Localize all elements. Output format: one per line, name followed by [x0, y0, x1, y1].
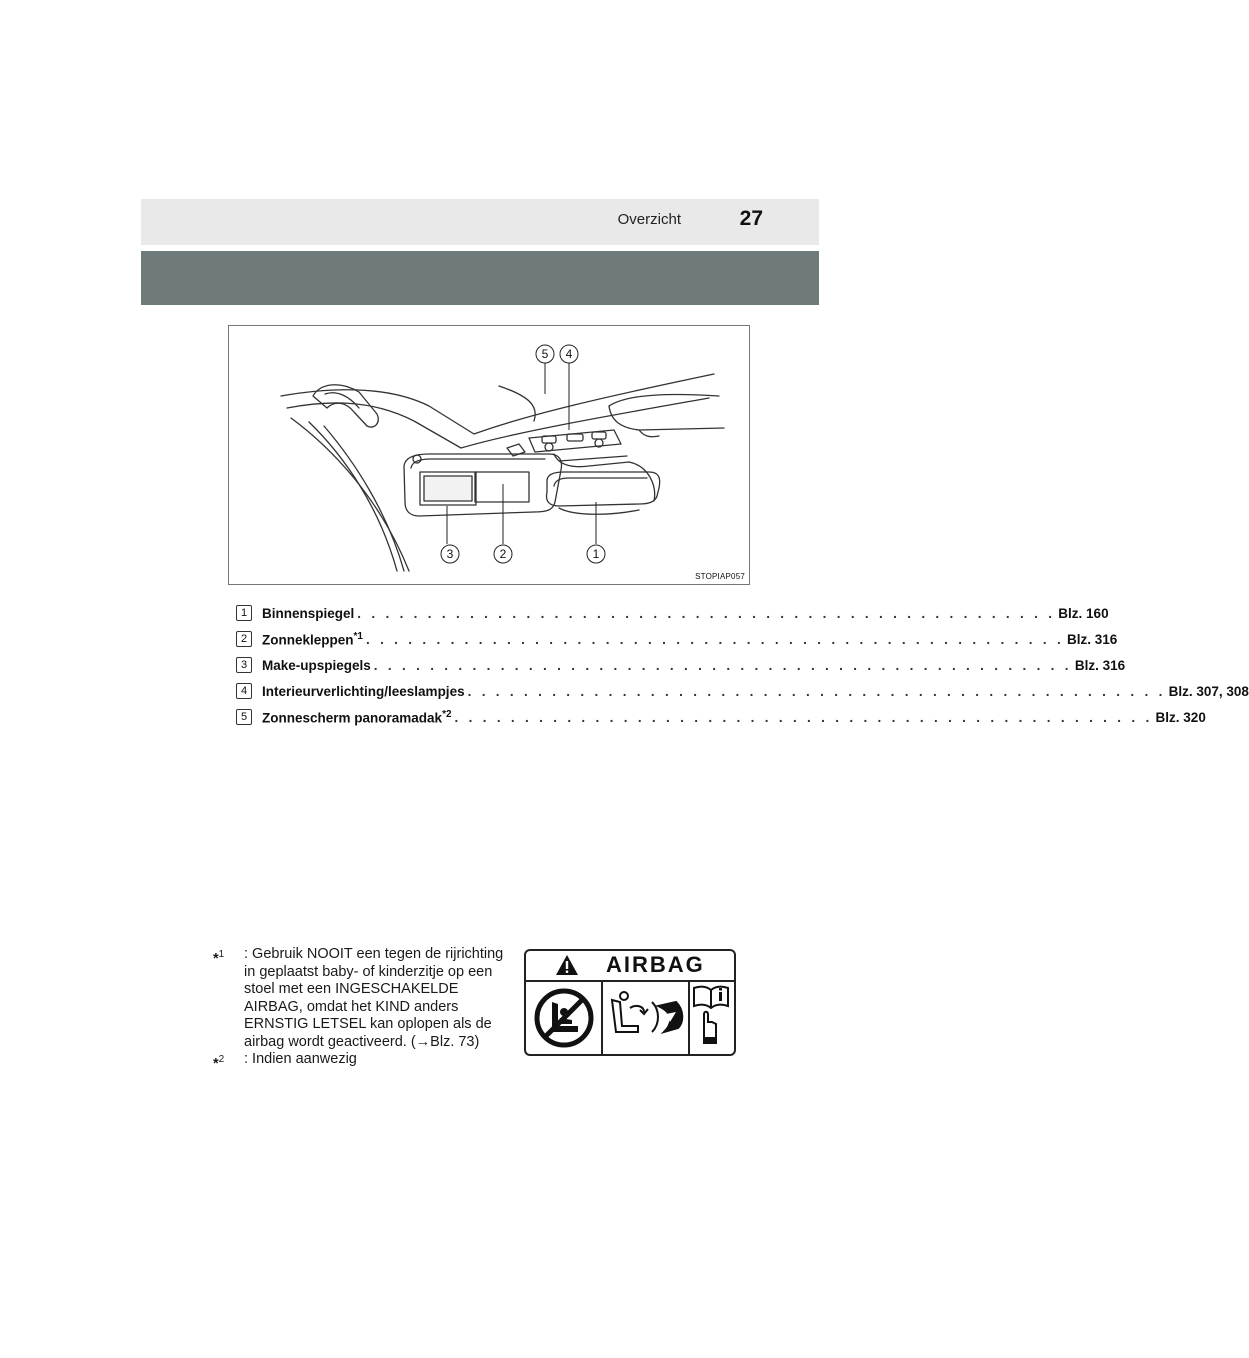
interior-roof-illustration: [228, 325, 750, 585]
footnote-2: [213, 1051, 513, 1072]
warning-triangle-icon: [555, 954, 579, 976]
item-number: 1: [236, 605, 252, 621]
list-item: [236, 678, 1249, 704]
footnote-star: *: [213, 1055, 219, 1072]
page-number: 27: [739, 207, 763, 230]
dot-leader: . . . . . . . . . . . . . . . . . . . . . . . . . . . . . . . . . . . . . . . . . . . . . . . . . .: [454, 709, 1153, 725]
roof-drawing: [229, 326, 749, 584]
footnote-number: 2: [218, 1054, 225, 1065]
item-page-ref[interactable]: Blz. 316: [1074, 657, 1126, 673]
callout-5: 5: [541, 347, 549, 361]
item-page-ref[interactable]: Blz. 320: [1155, 709, 1206, 725]
dot-leader: . . . . . . . . . . . . . . . . . . . . . . . . . . . . . . . . . . . . . . . . . . . . . . . . . .: [357, 605, 1056, 621]
owners-manual-icon: [694, 987, 728, 1044]
airbag-title: AIRBAG: [606, 952, 705, 977]
list-item: [236, 652, 1126, 678]
item-page-ref[interactable]: Blz. 316: [1067, 631, 1118, 647]
footnote-ref: *1: [353, 630, 363, 642]
footnotes: [213, 946, 513, 1072]
footnote-1: [213, 946, 513, 1051]
list-item: [236, 704, 1206, 730]
callout-1: 1: [592, 547, 600, 561]
footnote-number: 1: [218, 949, 225, 960]
dot-leader: . . . . . . . . . . . . . . . . . . . . . . . . . . . . . . . . . . . . . . . . . . . . . . . . . .: [467, 683, 1166, 699]
airbag-deploy-icon: [612, 992, 682, 1032]
title-band: [141, 251, 819, 305]
figure-code: STOPIAP057: [695, 572, 745, 581]
callout-3: 3: [446, 547, 454, 561]
footnote-text: : Indien aanwezig: [244, 1051, 357, 1067]
footnote-ref: *2: [442, 708, 452, 720]
item-label: Interieurverlichting/leeslampjes: [262, 683, 465, 699]
footnote-text: : Gebruik NOOIT een tegen de rijrichting in geplaatst baby- of kinderzitje op een stoel met een INGESCHAKELDE AIRBAG, omdat het KIND anders ERNSTIG LETSEL kan oplopen als de airbag wordt geactiveerd. (→Blz. 73): [244, 946, 504, 1050]
section-title: Overzicht: [617, 211, 681, 228]
item-page-ref[interactable]: Blz. 160: [1058, 605, 1109, 621]
item-label: Zonnescherm panoramadak: [262, 710, 443, 726]
footnote-star: *: [213, 950, 219, 967]
dot-leader: . . . . . . . . . . . . . . . . . . . . . . . . . . . . . . . . . . . . . . . . . . . . . . . . . .: [373, 657, 1072, 673]
airbag-warning-label: [524, 949, 736, 1056]
item-page-ref[interactable]: Blz. 307, 308: [1168, 683, 1249, 699]
item-label: Binnenspiegel: [262, 605, 355, 621]
list-item: [236, 626, 1118, 652]
header-band: [141, 199, 819, 245]
component-list: [236, 600, 1249, 730]
dot-leader: . . . . . . . . . . . . . . . . . . . . . . . . . . . . . . . . . . . . . . . . . . . . . . . . . .: [365, 631, 1064, 647]
callout-4: 4: [565, 347, 573, 361]
item-number: 3: [236, 657, 252, 673]
item-label: Zonnekleppen: [262, 632, 354, 648]
no-rear-facing-child-seat-icon: [537, 991, 591, 1045]
item-label: Make-upspiegels: [262, 657, 371, 673]
item-number: 5: [236, 709, 252, 725]
list-item: [236, 600, 1109, 626]
item-number: 4: [236, 683, 252, 699]
airbag-label-header: [526, 951, 734, 982]
callout-2: 2: [499, 547, 507, 561]
item-number: 2: [236, 631, 252, 647]
